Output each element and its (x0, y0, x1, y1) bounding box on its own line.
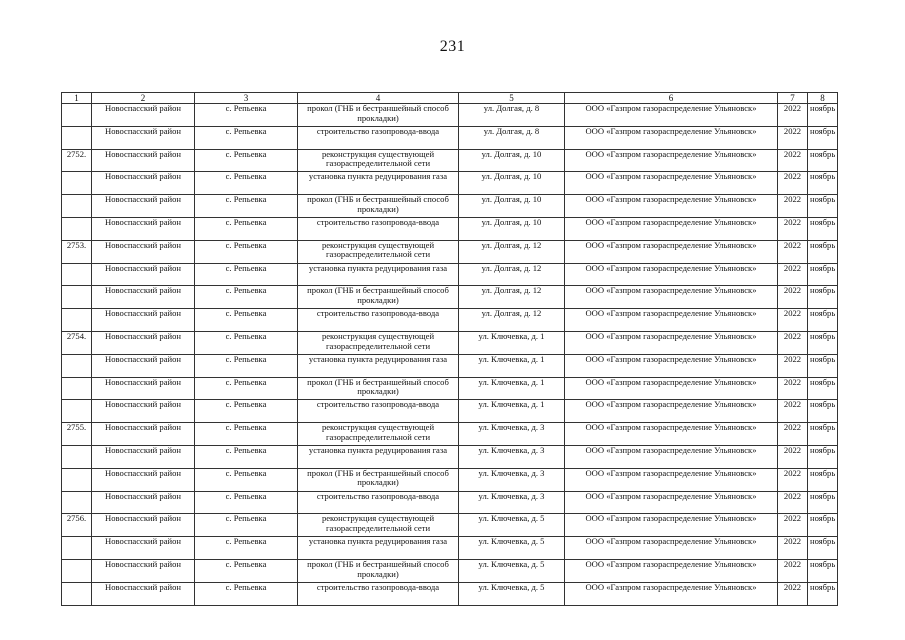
table-row (62, 149, 838, 172)
column-header: 8 (808, 93, 838, 104)
year-cell: 2022 (778, 309, 808, 332)
district-cell: Новоспасский район (92, 423, 195, 446)
page-number: 231 (439, 38, 466, 55)
address-cell: ул. Долгая, д. 12 (459, 263, 565, 286)
row-number (62, 354, 92, 377)
table-row (62, 263, 838, 286)
table-row (62, 331, 838, 354)
month-cell: ноябрь (808, 286, 838, 309)
address-cell: ул. Ключевка, д. 5 (459, 537, 565, 560)
address-cell: ул. Ключевка, д. 3 (459, 445, 565, 468)
address-cell: ул. Ключевка, д. 3 (459, 491, 565, 514)
district-cell: Новоспасский район (92, 263, 195, 286)
organization-cell: ООО «Газпром газораспределение Ульяновск» (565, 445, 778, 468)
address-cell: ул. Долгая, д. 10 (459, 149, 565, 172)
work-type-cell: строительство газопровода-ввода (298, 582, 459, 605)
district-cell: Новоспасский район (92, 149, 195, 172)
work-type-cell: установка пункта редуцирования газа (298, 263, 459, 286)
row-number (62, 445, 92, 468)
year-cell: 2022 (778, 582, 808, 605)
district-cell: Новоспасский район (92, 537, 195, 560)
month-cell: ноябрь (808, 195, 838, 218)
district-cell: Новоспасский район (92, 240, 195, 263)
work-type-cell: прокол (ГНБ и бестраншейный способ прокладки) (298, 286, 459, 309)
work-type-cell: реконструкция существующей газораспределительной сети (298, 331, 459, 354)
address-cell: ул. Ключевка, д. 1 (459, 400, 565, 423)
table-row (62, 423, 838, 446)
row-number: 2755. (62, 423, 92, 446)
work-type-cell: установка пункта редуцирования газа (298, 172, 459, 195)
address-cell: ул. Долгая, д. 10 (459, 172, 565, 195)
table-row (62, 491, 838, 514)
address-cell: ул. Ключевка, д. 5 (459, 559, 565, 582)
organization-cell: ООО «Газпром газораспределение Ульяновск» (565, 263, 778, 286)
address-cell: ул. Ключевка, д. 3 (459, 468, 565, 491)
month-cell: ноябрь (808, 582, 838, 605)
table-row (62, 468, 838, 491)
table-row (62, 559, 838, 582)
address-cell: ул. Долгая, д. 12 (459, 309, 565, 332)
row-number (62, 263, 92, 286)
organization-cell: ООО «Газпром газораспределение Ульяновск» (565, 559, 778, 582)
address-cell: ул. Ключевка, д. 3 (459, 423, 565, 446)
month-cell: ноябрь (808, 445, 838, 468)
table-row (62, 514, 838, 537)
organization-cell: ООО «Газпром газораспределение Ульяновск» (565, 400, 778, 423)
table-row (62, 582, 838, 605)
work-type-cell: строительство газопровода-ввода (298, 491, 459, 514)
year-cell: 2022 (778, 400, 808, 423)
village-cell: с. Репьевка (195, 331, 298, 354)
work-type-cell: строительство газопровода-ввода (298, 309, 459, 332)
village-cell: с. Репьевка (195, 172, 298, 195)
work-type-cell: реконструкция существующей газораспределительной сети (298, 423, 459, 446)
organization-cell: ООО «Газпром газораспределение Ульяновск» (565, 217, 778, 240)
month-cell: ноябрь (808, 491, 838, 514)
year-cell: 2022 (778, 537, 808, 560)
work-type-cell: установка пункта редуцирования газа (298, 537, 459, 560)
district-cell: Новоспасский район (92, 331, 195, 354)
year-cell: 2022 (778, 491, 808, 514)
month-cell: ноябрь (808, 559, 838, 582)
district-cell: Новоспасский район (92, 400, 195, 423)
row-number (62, 286, 92, 309)
year-cell: 2022 (778, 172, 808, 195)
year-cell: 2022 (778, 377, 808, 400)
village-cell: с. Репьевка (195, 377, 298, 400)
work-type-cell: прокол (ГНБ и бестраншейный способ прокладки) (298, 377, 459, 400)
village-cell: с. Репьевка (195, 104, 298, 127)
row-number (62, 126, 92, 149)
month-cell: ноябрь (808, 537, 838, 560)
work-type-cell: реконструкция существующей газораспределительной сети (298, 149, 459, 172)
table-row (62, 309, 838, 332)
district-cell: Новоспасский район (92, 309, 195, 332)
table-row (62, 195, 838, 218)
month-cell: ноябрь (808, 354, 838, 377)
village-cell: с. Репьевка (195, 263, 298, 286)
district-cell: Новоспасский район (92, 468, 195, 491)
row-number (62, 491, 92, 514)
column-header: 7 (778, 93, 808, 104)
row-number (62, 217, 92, 240)
year-cell: 2022 (778, 195, 808, 218)
district-cell: Новоспасский район (92, 559, 195, 582)
work-type-cell: прокол (ГНБ и бестраншейный способ прокладки) (298, 468, 459, 491)
row-number: 2752. (62, 149, 92, 172)
row-number (62, 104, 92, 127)
month-cell: ноябрь (808, 514, 838, 537)
village-cell: с. Репьевка (195, 240, 298, 263)
year-cell: 2022 (778, 445, 808, 468)
village-cell: с. Репьевка (195, 286, 298, 309)
year-cell: 2022 (778, 423, 808, 446)
work-type-cell: строительство газопровода-ввода (298, 126, 459, 149)
village-cell: с. Репьевка (195, 149, 298, 172)
organization-cell: ООО «Газпром газораспределение Ульяновск» (565, 126, 778, 149)
organization-cell: ООО «Газпром газораспределение Ульяновск» (565, 514, 778, 537)
row-number (62, 582, 92, 605)
organization-cell: ООО «Газпром газораспределение Ульяновск» (565, 354, 778, 377)
organization-cell: ООО «Газпром газораспределение Ульяновск» (565, 309, 778, 332)
year-cell: 2022 (778, 263, 808, 286)
month-cell: ноябрь (808, 423, 838, 446)
year-cell: 2022 (778, 240, 808, 263)
column-header: 3 (195, 93, 298, 104)
district-cell: Новоспасский район (92, 104, 195, 127)
address-cell: ул. Ключевка, д. 1 (459, 354, 565, 377)
month-cell: ноябрь (808, 400, 838, 423)
address-cell: ул. Долгая, д. 10 (459, 195, 565, 218)
column-header: 2 (92, 93, 195, 104)
district-cell: Новоспасский район (92, 195, 195, 218)
organization-cell: ООО «Газпром газораспределение Ульяновск» (565, 104, 778, 127)
organization-cell: ООО «Газпром газораспределение Ульяновск» (565, 423, 778, 446)
village-cell: с. Репьевка (195, 309, 298, 332)
year-cell: 2022 (778, 354, 808, 377)
row-number: 2754. (62, 331, 92, 354)
column-header: 6 (565, 93, 778, 104)
column-header: 1 (62, 93, 92, 104)
district-cell: Новоспасский район (92, 514, 195, 537)
village-cell: с. Репьевка (195, 468, 298, 491)
village-cell: с. Репьевка (195, 514, 298, 537)
work-type-cell: реконструкция существующей газораспределительной сети (298, 240, 459, 263)
address-cell: ул. Долгая, д. 10 (459, 217, 565, 240)
year-cell: 2022 (778, 331, 808, 354)
village-cell: с. Репьевка (195, 217, 298, 240)
table-body (62, 104, 838, 606)
village-cell: с. Репьевка (195, 559, 298, 582)
year-cell: 2022 (778, 149, 808, 172)
month-cell: ноябрь (808, 263, 838, 286)
organization-cell: ООО «Газпром газораспределение Ульяновск» (565, 537, 778, 560)
year-cell: 2022 (778, 217, 808, 240)
address-cell: ул. Долгая, д. 12 (459, 286, 565, 309)
organization-cell: ООО «Газпром газораспределение Ульяновск» (565, 240, 778, 263)
month-cell: ноябрь (808, 217, 838, 240)
row-number (62, 377, 92, 400)
district-cell: Новоспасский район (92, 126, 195, 149)
row-number (62, 195, 92, 218)
district-cell: Новоспасский район (92, 172, 195, 195)
work-type-cell: установка пункта редуцирования газа (298, 354, 459, 377)
month-cell: ноябрь (808, 126, 838, 149)
organization-cell: ООО «Газпром газораспределение Ульяновск» (565, 195, 778, 218)
row-number (62, 559, 92, 582)
work-type-cell: прокол (ГНБ и бестраншейный способ прокладки) (298, 195, 459, 218)
organization-cell: ООО «Газпром газораспределение Ульяновск» (565, 149, 778, 172)
address-cell: ул. Ключевка, д. 1 (459, 377, 565, 400)
organization-cell: ООО «Газпром газораспределение Ульяновск» (565, 286, 778, 309)
table-row (62, 217, 838, 240)
village-cell: с. Репьевка (195, 491, 298, 514)
address-cell: ул. Долгая, д. 12 (459, 240, 565, 263)
year-cell: 2022 (778, 468, 808, 491)
address-cell: ул. Долгая, д. 8 (459, 104, 565, 127)
address-cell: ул. Ключевка, д. 5 (459, 582, 565, 605)
row-number: 2756. (62, 514, 92, 537)
year-cell: 2022 (778, 514, 808, 537)
work-type-cell: установка пункта редуцирования газа (298, 445, 459, 468)
month-cell: ноябрь (808, 149, 838, 172)
district-cell: Новоспасский район (92, 491, 195, 514)
month-cell: ноябрь (808, 468, 838, 491)
village-cell: с. Репьевка (195, 445, 298, 468)
address-cell: ул. Ключевка, д. 5 (459, 514, 565, 537)
village-cell: с. Репьевка (195, 195, 298, 218)
table-row (62, 286, 838, 309)
district-cell: Новоспасский район (92, 217, 195, 240)
district-cell: Новоспасский район (92, 582, 195, 605)
month-cell: ноябрь (808, 172, 838, 195)
row-number (62, 309, 92, 332)
month-cell: ноябрь (808, 104, 838, 127)
row-number: 2753. (62, 240, 92, 263)
row-number (62, 537, 92, 560)
organization-cell: ООО «Газпром газораспределение Ульяновск» (565, 582, 778, 605)
organization-cell: ООО «Газпром газораспределение Ульяновск» (565, 172, 778, 195)
address-cell: ул. Ключевка, д. 1 (459, 331, 565, 354)
month-cell: ноябрь (808, 377, 838, 400)
table-header-row (62, 93, 838, 104)
column-header: 4 (298, 93, 459, 104)
work-type-cell: строительство газопровода-ввода (298, 217, 459, 240)
table-row (62, 377, 838, 400)
table-row (62, 400, 838, 423)
month-cell: ноябрь (808, 331, 838, 354)
organization-cell: ООО «Газпром газораспределение Ульяновск» (565, 468, 778, 491)
table-row (62, 172, 838, 195)
month-cell: ноябрь (808, 309, 838, 332)
row-number (62, 172, 92, 195)
village-cell: с. Репьевка (195, 423, 298, 446)
column-header: 5 (459, 93, 565, 104)
organization-cell: ООО «Газпром газораспределение Ульяновск» (565, 331, 778, 354)
village-cell: с. Репьевка (195, 126, 298, 149)
village-cell: с. Репьевка (195, 400, 298, 423)
row-number (62, 468, 92, 491)
work-type-cell: прокол (ГНБ и бестраншейный способ прокладки) (298, 559, 459, 582)
year-cell: 2022 (778, 559, 808, 582)
row-number (62, 400, 92, 423)
district-cell: Новоспасский район (92, 286, 195, 309)
gas-works-table (61, 92, 838, 606)
table-row (62, 126, 838, 149)
village-cell: с. Репьевка (195, 354, 298, 377)
work-type-cell: строительство газопровода-ввода (298, 400, 459, 423)
organization-cell: ООО «Газпром газораспределение Ульяновск» (565, 377, 778, 400)
table-row (62, 354, 838, 377)
table-row (62, 537, 838, 560)
district-cell: Новоспасский район (92, 445, 195, 468)
year-cell: 2022 (778, 126, 808, 149)
work-type-cell: прокол (ГНБ и бестраншейный способ прокладки) (298, 104, 459, 127)
address-cell: ул. Долгая, д. 8 (459, 126, 565, 149)
month-cell: ноябрь (808, 240, 838, 263)
district-cell: Новоспасский район (92, 354, 195, 377)
district-cell: Новоспасский район (92, 377, 195, 400)
organization-cell: ООО «Газпром газораспределение Ульяновск» (565, 491, 778, 514)
village-cell: с. Репьевка (195, 582, 298, 605)
year-cell: 2022 (778, 286, 808, 309)
table-row (62, 104, 838, 127)
table-row (62, 445, 838, 468)
village-cell: с. Репьевка (195, 537, 298, 560)
table-row (62, 240, 838, 263)
year-cell: 2022 (778, 104, 808, 127)
work-type-cell: реконструкция существующей газораспределительной сети (298, 514, 459, 537)
